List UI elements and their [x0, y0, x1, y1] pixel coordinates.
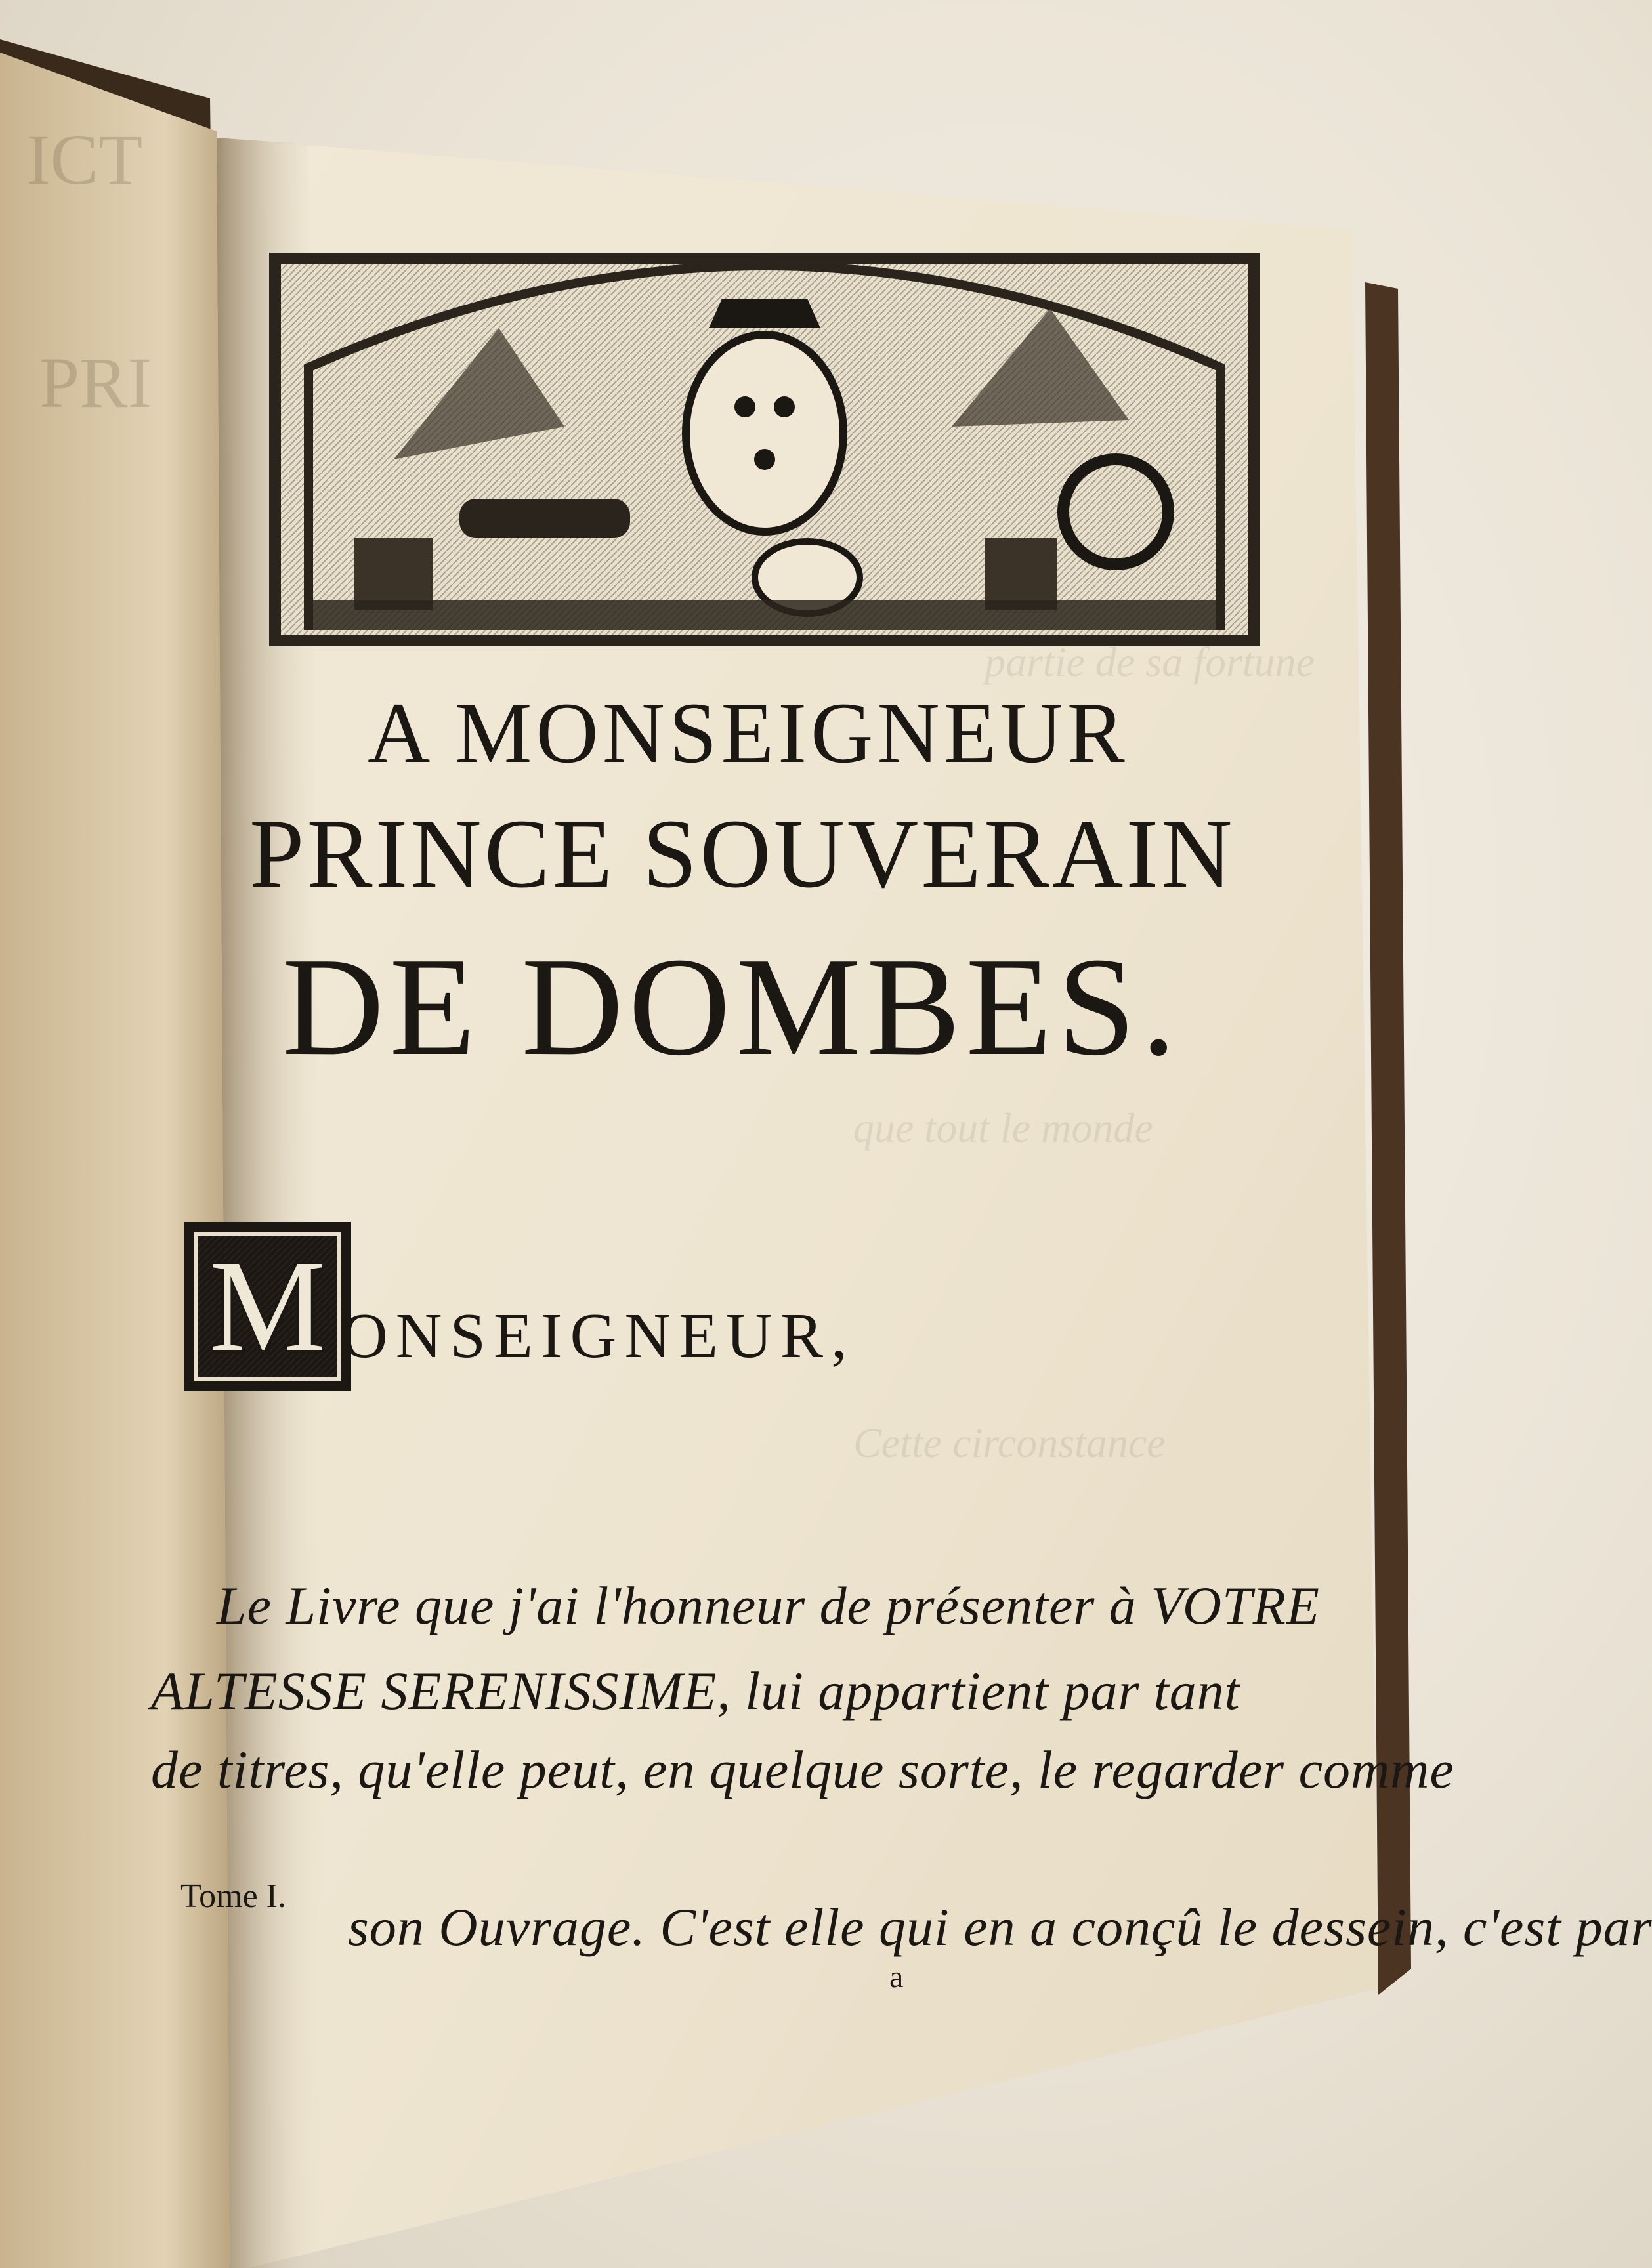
signature-mark: Tome I.	[180, 1878, 286, 1915]
headpiece-engraving	[269, 253, 1260, 646]
svg-text:que tout le monde: que tout le monde	[853, 1104, 1153, 1151]
dedication-title-line-2: PRINCE SOUVERAIN	[249, 799, 1235, 908]
salutation: ONSEIGNEUR,	[341, 1301, 855, 1372]
body-line-1: Le Livre que j'ai l'honneur de présenter à VOTRE	[217, 1576, 1320, 1635]
page-signature-letter: a	[889, 1960, 904, 1994]
svg-text:ICT: ICT	[26, 119, 143, 200]
body-line-3: de titres, qu'elle peut, en quelque sorte, le regarder comme	[151, 1740, 1454, 1799]
svg-text:PRI: PRI	[39, 343, 152, 423]
svg-text:partie de sa fortune: partie de sa fortune	[985, 639, 1315, 685]
initial-letter: M	[209, 1234, 326, 1379]
svg-text:Cette circonstance: Cette circonstance	[853, 1419, 1166, 1466]
body-line-4: son Ouvrage. C'est elle qui en a conçû le dessein, c'est par	[348, 1897, 1652, 1957]
dedication-title-line-3: DE DOMBES.	[282, 928, 1182, 1085]
decorated-initial	[184, 1222, 351, 1391]
body-line-2: ALTESSE SERENISSIME, lui appartient par tant	[151, 1661, 1240, 1721]
dedication-title-line-1: A MONSEIGNEUR	[368, 684, 1129, 781]
